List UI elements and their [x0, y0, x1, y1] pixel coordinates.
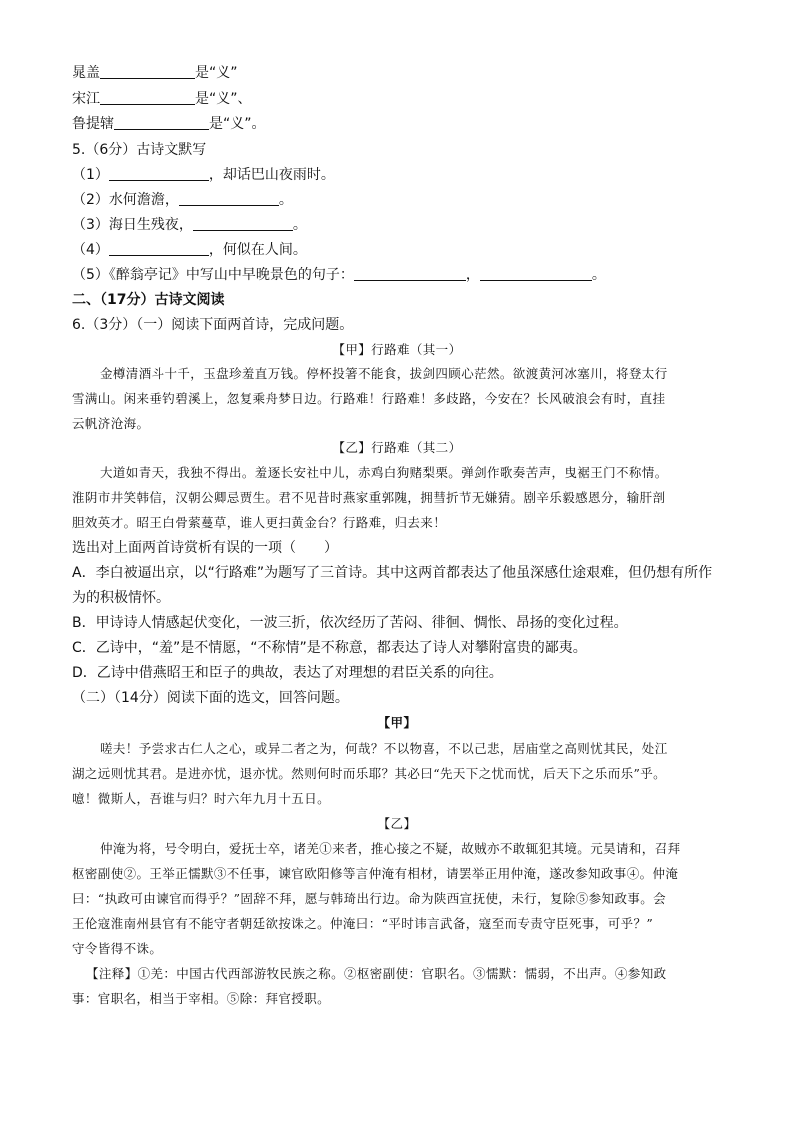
q5-item-4-suffix: ，何似在人间。: [208, 242, 307, 258]
luzhishen-blank[interactable]: [114, 115, 209, 130]
chaogai-suffix: 是“义”: [195, 65, 238, 81]
luzhishen-suffix: 是“义”。: [209, 116, 266, 132]
q5-item-4: [72, 240, 307, 260]
q6-intro: 6.（3分）（一）阅读下面两首诗，完成问题。: [72, 317, 354, 333]
q5-item-3: [72, 215, 307, 235]
section-2-title: 二、（17分）古诗文阅读: [72, 292, 225, 308]
q5-title: 5.（6分）古诗文默写: [72, 142, 207, 158]
passage-yi-line-2: 枢密副使②。王举正懦默③不任事，谏官欧阳修等言仲淹有相材，请罢举正用仲淹，遂改参知政事④。仲淹: [72, 866, 679, 881]
passage-yi-line-4: 王伦寇淮南州县官有不能守者朝廷欲按诛之。仲淹曰：“平时讳言武备，寇至而专责守臣死事，可乎？”: [72, 916, 654, 931]
passage-yi-line-3: 曰：“执政可由谏官而得乎？”固辞不拜，愿与韩琦出行边。命为陕西宣抚使，未行，复除⑤参知政事。会: [72, 891, 667, 906]
q5-item-3-prefix: （3）海日生残夜，: [72, 217, 193, 233]
luzhishen-line: [72, 114, 266, 134]
q5-item-4-blank[interactable]: [109, 241, 209, 256]
option-b[interactable]: B．甲诗诗人情感起伏变化，一波三折，依次经历了苦闷、徘徊、惆怅、昂扬的变化过程。: [72, 615, 628, 631]
q5-item-2-blank[interactable]: [179, 191, 279, 206]
passage-yi-line-1: 仲淹为将，号令明白，爱抚士卒，诸羌①来者，推心接之不疑，故贼亦不敢辄犯其境。元昊请和，召拜: [100, 841, 681, 856]
option-a-line-2[interactable]: 为的积极情怀。: [72, 590, 170, 606]
chaogai-prefix: 晁盖: [72, 65, 100, 81]
q5-item-2-suffix: 。: [278, 192, 293, 208]
songjiang-line: [72, 89, 252, 109]
passage-jia-line-3: 噫！微斯人，吾谁与归？时六年九月十五日。: [72, 791, 331, 806]
notes-line-1: 【注释】①羌：中国古代西部游牧民族之称。②枢密副使：官职名。③懦默：懦弱，不出声。④参知政: [86, 966, 667, 981]
poem-b-line-1: 大道如青天，我独不得出。羞逐长安社中儿，赤鸡白狗赌梨栗。弹剑作歌奏苦声，曳裾王门不称情。: [100, 465, 668, 480]
chaogai-blank[interactable]: [100, 64, 195, 79]
q5-item-4-prefix: （4）: [72, 242, 109, 258]
passage-jia-line-1: 嗟夫！予尝求古仁人之心，或异二者之为，何哉？不以物喜，不以己悲，居庙堂之高则忧其民，处江: [100, 741, 668, 756]
q5-item-2: [72, 190, 293, 210]
q6-question: 选出对上面两首诗赏析有误的一项（ ）: [72, 540, 338, 556]
part-2-intro: （二）（14分）阅读下面的选文，回答问题。: [72, 690, 349, 706]
option-d[interactable]: D．乙诗中借燕昭王和臣子的典故，表达了对理想的君臣关系的向往。: [72, 665, 503, 681]
passage-yi-title: 【乙】: [377, 816, 417, 831]
option-a-line-1[interactable]: A．李白被逼出京，以“行路难”为题写了三首诗。其中这两首都表达了他虽深感仕途艰难，但仍想有所作: [72, 565, 713, 581]
poem-b-line-2: 淮阴市井笑韩信，汉朝公卿忌贾生。君不见昔时燕家重郭隗，拥彗折节无嫌猜。剧辛乐毅感恩分，输肝剖: [72, 490, 666, 505]
q5-item-1-prefix: （1）: [72, 167, 109, 183]
poem-b-title: 【乙】行路难（其二）: [332, 440, 462, 455]
q5-item-1-suffix: ，却话巴山夜雨时。: [208, 167, 335, 183]
q5-item-5-blank-1[interactable]: [354, 266, 466, 281]
q5-item-2-prefix: （2）水何澹澹，: [72, 192, 179, 208]
passage-yi-line-5: 守令皆得不诛。: [72, 941, 163, 956]
q5-item-3-blank[interactable]: [193, 216, 293, 231]
songjiang-suffix: 是“义”、: [195, 91, 252, 107]
luzhishen-prefix: 鲁提辖: [72, 116, 114, 132]
poem-a-line-2: 雪满山。闲来垂钓碧溪上，忽复乘舟梦日边。行路难！行路难！多歧路，今安在？长风破浪会有时，直挂: [72, 391, 666, 406]
poem-b-line-3: 胆效英才。昭王白骨萦蔓草，谁人更扫黄金台？行路难，归去来！: [72, 515, 447, 530]
q5-item-5-blank-2[interactable]: [480, 266, 592, 281]
q5-item-5-mid: ，: [465, 267, 480, 283]
q5-item-5-prefix: （5）《醉翁亭记》中写山中早晚景色的句子：: [72, 267, 354, 283]
passage-jia-line-2: 湖之远则忧其君。是进亦忧，退亦忧。然则何时而乐耶？其必曰“先天下之忧而忧，后天下之乐而乐”乎。: [72, 766, 667, 781]
chaogai-line: [72, 63, 238, 83]
option-c[interactable]: C．乙诗中，“羞”是不情愿，“不称情”是不称意，都表达了诗人对攀附富贵的鄙夷。: [72, 640, 587, 656]
q5-item-5: [72, 265, 606, 285]
q5-item-5-suffix: 。: [591, 267, 606, 283]
poem-a-line-1: 金樽清酒斗十千，玉盘珍羞直万钱。停杯投箸不能食，拔剑四顾心茫然。欲渡黄河冰塞川，将登太行: [100, 366, 668, 381]
songjiang-blank[interactable]: [100, 90, 195, 105]
passage-jia-title: 【甲】: [377, 715, 417, 730]
poem-a-line-3: 云帆济沧海。: [72, 416, 150, 431]
poem-a-title: 【甲】行路难（其一）: [332, 342, 462, 357]
q5-item-3-suffix: 。: [292, 217, 307, 233]
q5-item-1-blank[interactable]: [109, 166, 209, 181]
notes-line-2: 事：官职名，相当于宰相。⑤除：拜官授职。: [72, 991, 331, 1006]
songjiang-prefix: 宋江: [72, 91, 100, 107]
q5-item-1: [72, 165, 335, 185]
